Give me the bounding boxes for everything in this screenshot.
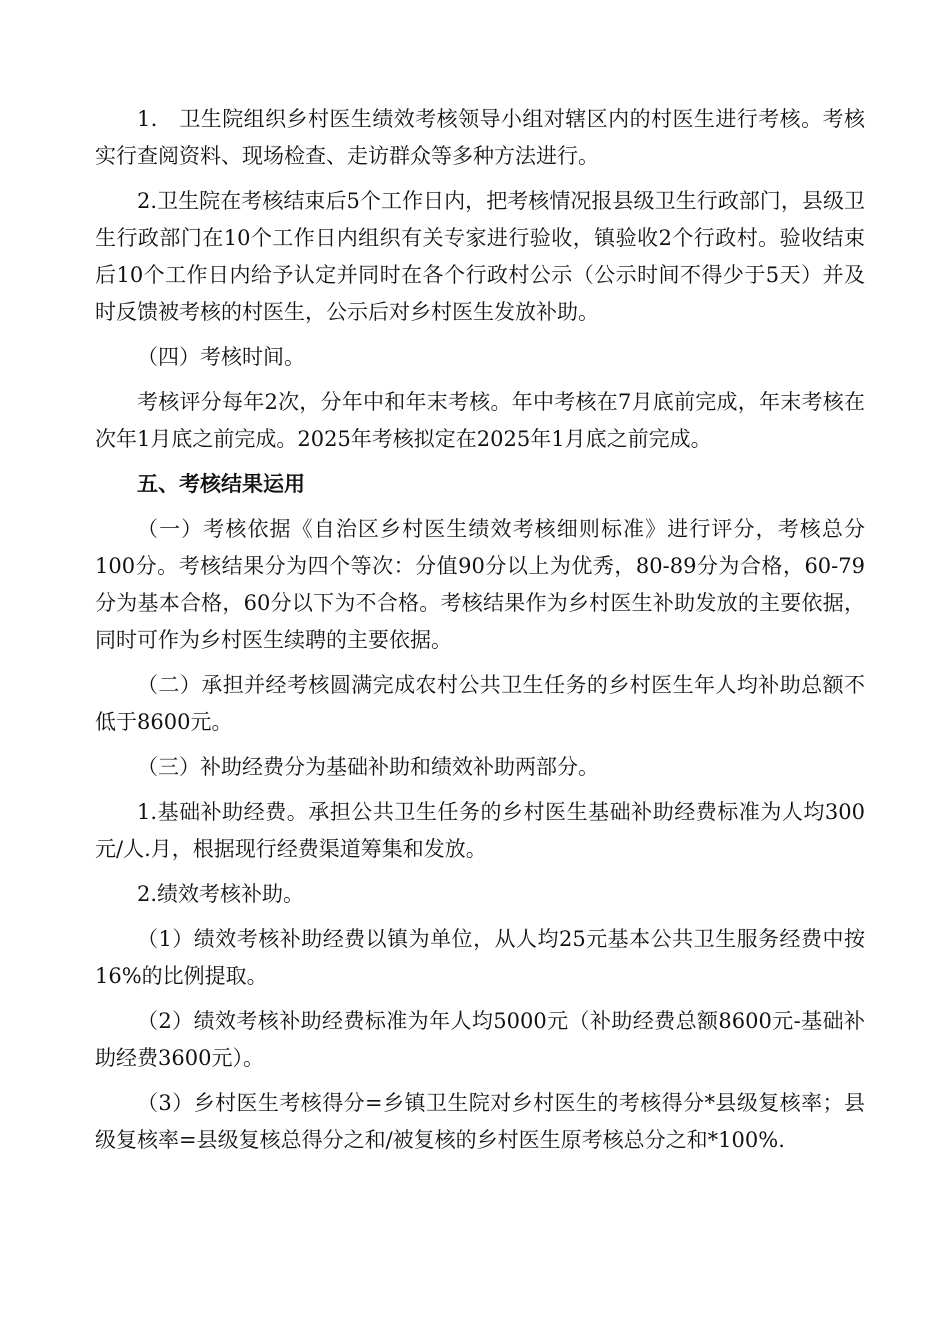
paragraph-subheading-assessment-time: （四）考核时间。: [137, 345, 305, 369]
paragraph-subsidy-parts: （三）补助经费分为基础补助和绩效补助两部分。: [137, 755, 599, 779]
paragraph-performance-subsidy-heading: 2.绩效考核补助。: [137, 882, 305, 906]
paragraph-performance-fund-standard: （2）绩效考核补助经费标准为年人均5000元（补助经费总额8600元-基础补助经费3600元）。: [95, 1009, 865, 1070]
paragraph-basic-subsidy: 1.基础补助经费。承担公共卫生任务的乡村医生基础补助经费标准为人均300元/人.月，根据现行经费渠道筹集和发放。: [95, 800, 865, 861]
paragraph-assessment-method: 1． 卫生院组织乡村医生绩效考核领导小组对辖区内的村医生进行考核。考核实行查阅资料、现场检查、走访群众等多种方法进行。: [95, 107, 865, 168]
paragraph-assessment-schedule: 考核评分每年2次，分年中和年末考核。年中考核在7月底前完成，年末考核在次年1月底之前完成。2025年考核拟定在2025年1月底之前完成。: [95, 390, 865, 451]
section-heading-results-use: 五、考核结果运用: [137, 472, 305, 496]
paragraph-scoring-standard: （一）考核依据《自治区乡村医生绩效考核细则标准》进行评分，考核总分100分。考核结果分为四个等次：分值90分以上为优秀，80-89分为合格，60-79分为基本合格，60分以下为不合格。考核结果作为乡村医生补助发放的主要依据，同时可作为乡村医生续聘的主要依据。: [95, 517, 865, 652]
paragraph-report-acceptance: 2.卫生院在考核结束后5个工作日内，把考核情况报县级卫生行政部门，县级卫生行政部门在10个工作日内组织有关专家进行验收，镇验收2个行政村。验收结束后10个工作日内给予认定并同时在各个行政村公示（公示时间不得少于5天）并及时反馈被考核的村医生，公示后对乡村医生发放补助。: [95, 189, 865, 324]
paragraph-score-formula: （3）乡村医生考核得分=乡镇卫生院对乡村医生的考核得分*县级复核率；县级复核率=县级复核总得分之和/被复核的乡村医生原考核总分之和*100%.: [95, 1091, 865, 1152]
paragraph-performance-fund-source: （1）绩效考核补助经费以镇为单位，从人均25元基本公共卫生服务经费中按16%的比例提取。: [95, 927, 865, 988]
paragraph-subsidy-total: （二）承担并经考核圆满完成农村公共卫生任务的乡村医生年人均补助总额不低于8600元。: [95, 673, 865, 734]
document-body: [95, 101, 865, 1167]
